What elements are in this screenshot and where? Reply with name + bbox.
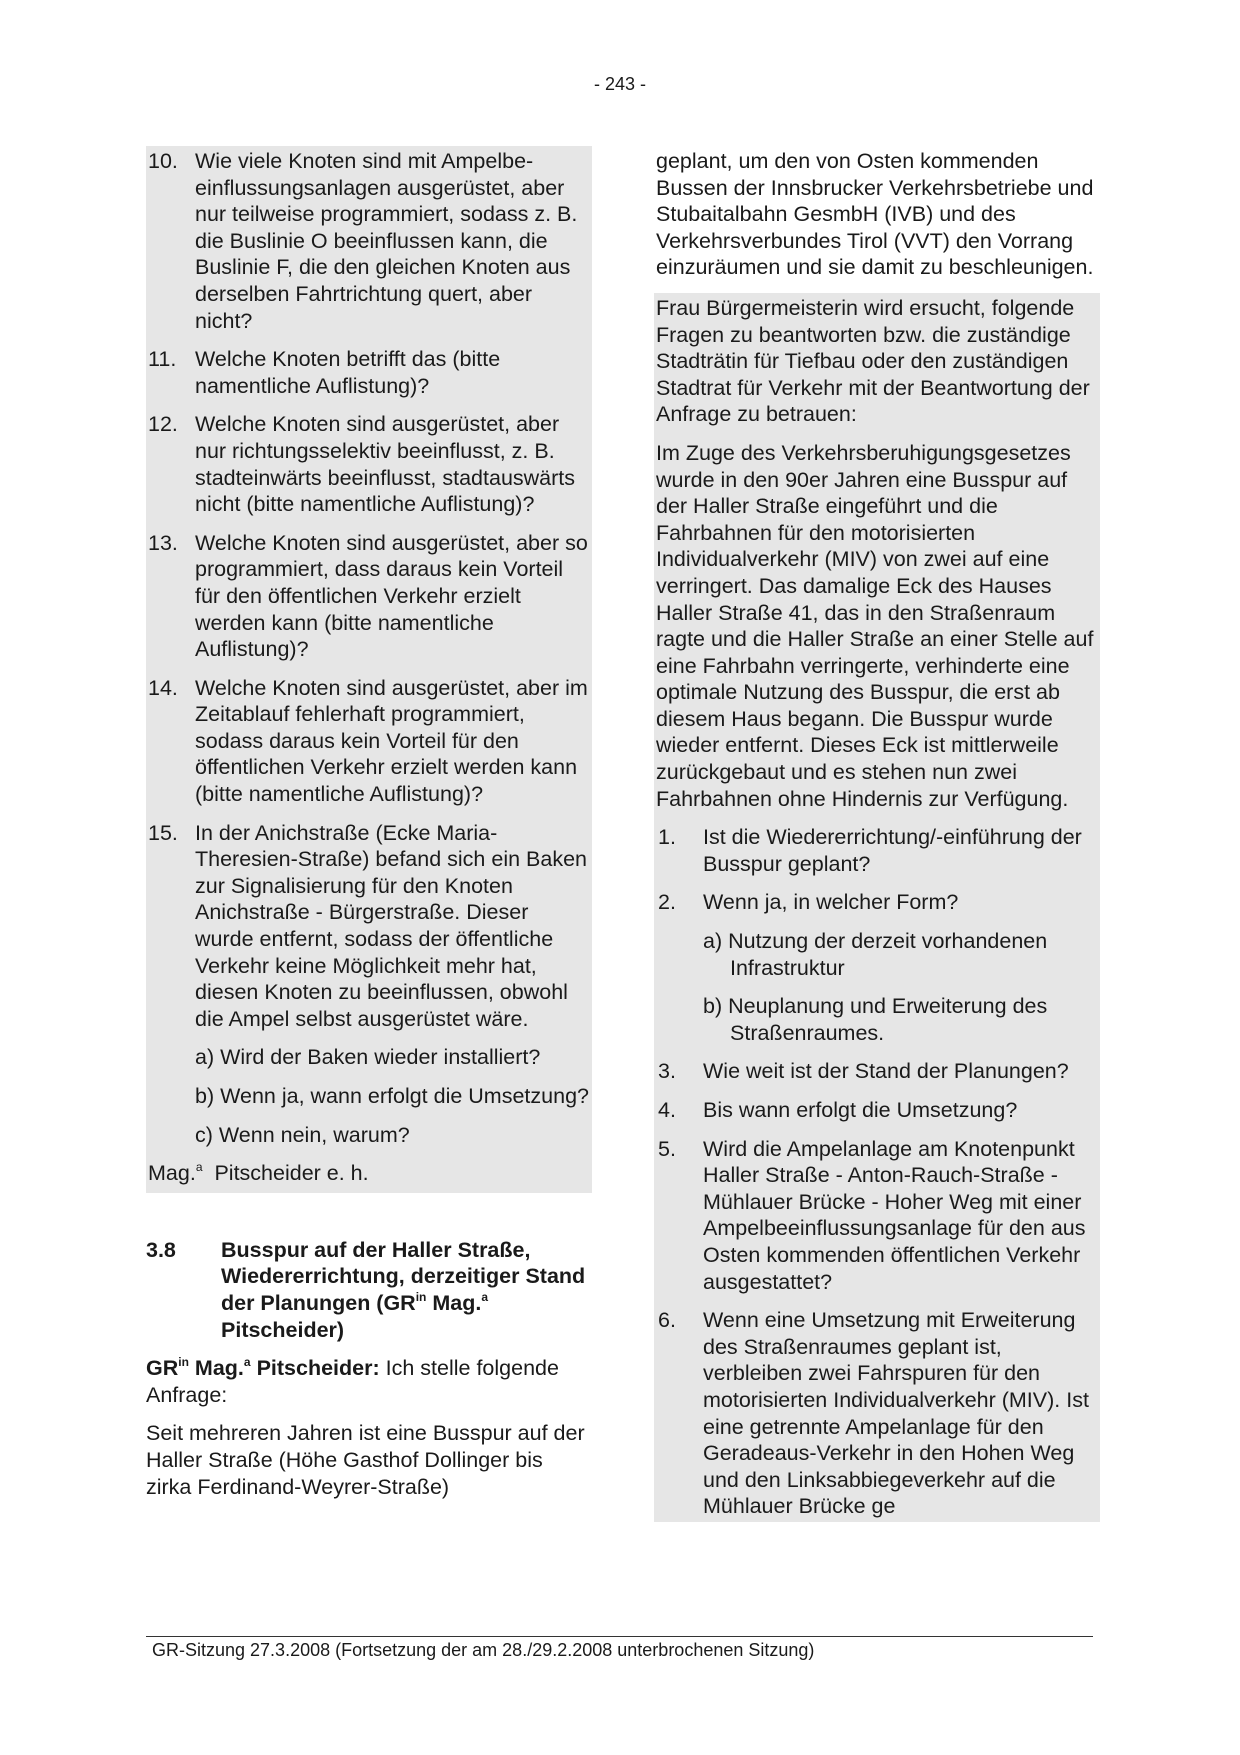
sub-list-item: a) Wird der Baken wieder installiert? (195, 1045, 541, 1070)
item-text: Wenn eine Umsetzung mit Erweiterung des Straßenraumes geplant ist, verbleiben zwei Fahrspuren für den motorisierten Individualverkehr (MIV). Ist eine getrennte Ampelanlage für den Geradeaus-Verkehr in den Hohen Weg und den Linksabbiegeverkehr auf die Mühlauer Brücke ge (703, 1308, 1089, 1519)
section-title: Busspur auf der Haller Straße, Wiedererrichtung, derzeitiger Stand der Planungen ($GR^{in}$ Mag.$^a$ Pitscheider) (221, 1237, 586, 1342)
list-item (658, 1058, 1096, 1085)
left-column (146, 146, 592, 1512)
item-text: In der Anichstraße (Ecke Maria-Theresien-Straße) befand sich ein Baken zur Signalisierung für den Knoten Anichstraße - Bürgerstraße. Dieser wurde entfernt, sodass der öffentliche Verkehr keine Möglichkeit mehr hat, diesen Knoten zu beeinflussen, obwohl die Ampel selbst ausgerüstet wäre. (195, 820, 587, 1031)
sub-list-item: a) Nutzung der derzeit vorhandenen Infrastruktur (703, 929, 1048, 980)
section-3-8 (146, 1237, 592, 1500)
sub-list-item: b) Neuplanung und Erweiterung des Straßenraumes. (703, 994, 1048, 1045)
speaker-name: $GR^{in}$ Mag.$^a$ Pitscheider: (146, 1355, 380, 1381)
item-number: 1. (658, 825, 676, 850)
list-item (148, 411, 592, 517)
list-item (148, 820, 592, 1033)
sub-list-item: b) Wenn ja, wann erfolgt die Umsetzung? (195, 1084, 589, 1108)
list-item (658, 1136, 1096, 1296)
page-footer: GR-Sitzung 27.3.2008 (Fortsetzung der am 28./29.2.2008 unterbrochenen Sitzung) (152, 1640, 815, 1660)
item-text: Welche Knoten sind ausgerüstet, aber nur richtungsselektiv beeinflusst, z. B. stadteinwärts beeinflusst, stadtauswärts nicht (bitte namentliche Auflistung)? (195, 412, 576, 517)
list-item (658, 824, 1096, 877)
intro-paragraph: Seit mehreren Jahren ist eine Busspur auf der Haller Straße (Höhe Gasthof Dollinger bis zirka Ferdinand-Weyrer-Straße) (146, 1421, 585, 1499)
item-text: Wird die Ampelanlage am Knotenpunkt Haller Straße - Anton-Rauch-Straße - Mühlauer Brücke - Hoher Weg mit einer Ampelbeeinflussungsanlage für den aus Osten kommenden öffentlichen Verkehr ausgestattet? (703, 1136, 1086, 1294)
item-number: 5. (658, 1136, 676, 1161)
item-text: Wie weit ist der Stand der Planungen? (703, 1059, 1069, 1084)
section-number: 3.8 (146, 1237, 176, 1262)
item-number: 13. (148, 530, 178, 555)
item-number: 10. (148, 149, 178, 173)
footer-divider (146, 1636, 1093, 1637)
question-list-block (146, 146, 592, 1193)
item-number: 11. (148, 347, 177, 372)
continuation-paragraph: geplant, um den von Osten kommenden Bussen der Innsbrucker Verkehrsbetriebe und Stubaitalbahn GesmbH (IVB) und des Verkehrsverbundes Tirol (VVT) den Vorrang einzuräumen und sie damit zu beschleunigen. (656, 149, 1094, 280)
request-paragraph: Frau Bürgermeisterin wird ersucht, folgende Fragen zu beantworten bzw. die zuständige Stadträtin für Tiefbau oder den zuständigen Stadtrat für Verkehr mit der Beantwortung der Anfrage zu betrauen: (656, 295, 1090, 427)
signature: Mag.$^a$ Pitscheider e. h. (148, 1160, 369, 1186)
background-paragraph: Im Zuge des Verkehrsberuhigungsgesetzes wurde in den 90er Jahren eine Busspur auf der Haller Straße eingeführt und die Fahrbahnen für den motorisierten Individualverkehr (MIV) von zwei auf eine verringert. Das damalige Eck des Hauses Haller Straße 41, das in den Straßenraum ragte und die Haller Straße an einer Stelle auf eine Fahrbahn verringerte, verhinderte eine optimale Nutzung des Busspur, die erst ab diesem Haus begann. Die Busspur wurde wieder entfernt. Dieses Eck ist mittlerweile zurückgebaut und es stehen nun zwei Fahrbahnen ohne Hindernis zur Verfügung. (656, 440, 1094, 811)
sub-list-item: c) Wenn nein, warum? (195, 1122, 410, 1147)
right-column (654, 148, 1100, 1522)
list-item (658, 1097, 1096, 1124)
item-number: 12. (148, 412, 178, 437)
item-number: 6. (658, 1308, 676, 1333)
section-heading (146, 1237, 592, 1343)
item-number: 4. (658, 1098, 676, 1122)
item-number: 3. (658, 1059, 676, 1084)
speaker-paragraph: $GR^{in}$ Mag.$^a$ Pitscheider: Ich stelle folgende Anfrage: (146, 1355, 559, 1407)
page-number: - 243 - (593, 74, 647, 94)
item-number: 2. (658, 890, 676, 915)
item-number: 14. (148, 675, 178, 700)
request-block (654, 293, 1100, 1522)
list-item (658, 1307, 1096, 1520)
item-text: Welche Knoten betrifft das (bitte namentliche Auflistung)? (195, 347, 501, 398)
item-text: Welche Knoten sind ausgerüstet, aber so programmiert, dass daraus kein Vorteil für den öffentlichen Verkehr erzielt werden kann (bitte namentliche Auflistung)? (195, 530, 588, 662)
item-text: Welche Knoten sind ausgerüstet, aber im Zeitablauf fehlerhaft programmiert, sodass daraus kein Vorteil für den öffentlichen Verkehr erzielt werden kann (bitte namentliche Auflistung)? (195, 675, 588, 807)
list-item (148, 148, 592, 334)
item-text: Wenn ja, in welcher Form? (703, 890, 959, 915)
item-text: Ist die Wiedererrichtung/-einführung der Busspur geplant? (703, 825, 1082, 876)
item-text: Bis wann erfolgt die Umsetzung? (703, 1098, 1018, 1122)
list-item (148, 530, 592, 663)
list-item (658, 889, 1096, 916)
list-item (148, 675, 592, 808)
item-number: 15. (148, 820, 178, 845)
item-text: Wie viele Knoten sind mit Ampelbeeinflussungsanlagen ausgerüstet, aber nur teilweise programmiert, sodass z. B. die Buslinie O beeinflussen kann, die Buslinie F, die den gleichen Knoten aus derselben Fahrtrichtung quert, aber nicht? (195, 149, 578, 333)
list-item (148, 346, 592, 399)
